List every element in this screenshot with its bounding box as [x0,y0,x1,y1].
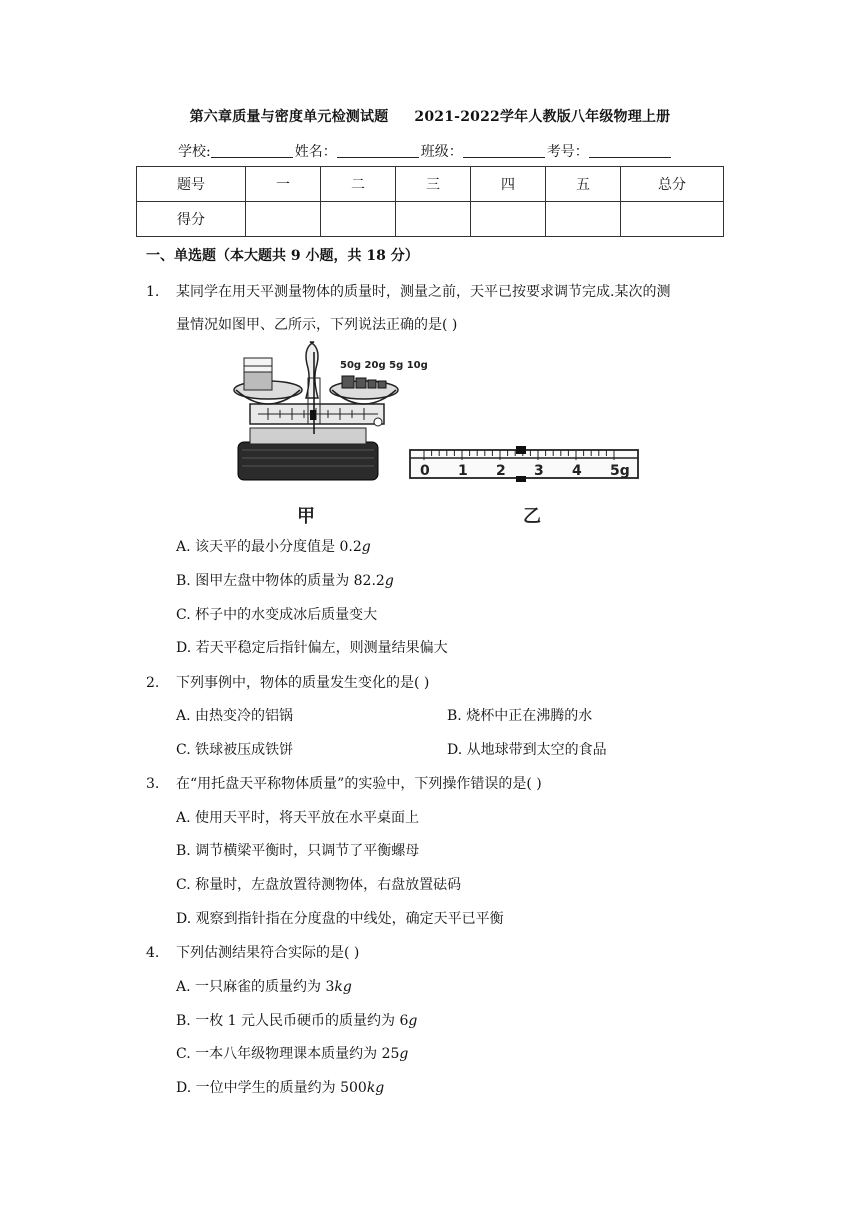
score-cell[interactable] [471,202,546,237]
score-cell[interactable] [546,202,621,237]
option-3b[interactable] [176,840,419,860]
option-2b[interactable] [447,705,592,725]
option-text: 由热变冷的铝锅 [195,708,294,724]
option-1c[interactable] [176,604,377,624]
option-text: 调节横梁平衡时，只调节了平衡螺母 [195,843,420,859]
option-text: 使用天平时，将天平放在水平桌面上 [195,810,420,826]
option-label: B. [176,843,191,859]
exam-no-field[interactable] [589,143,671,158]
question-text: 在“用托盘天平称物体质量”的实验中，下列操作错误的是( ) [176,776,542,792]
school-label: 学校: [178,144,211,160]
option-2a[interactable] [176,705,293,725]
option-3c[interactable] [176,874,461,894]
score-table [136,166,724,237]
scale-tick-label: 3 [534,463,544,479]
option-text: 铁球被压成铁饼 [195,742,294,758]
option-unit: g [361,539,371,555]
title-left: 第六章质量与密度单元检测试题 [189,109,389,125]
option-4c[interactable] [176,1043,408,1063]
option-text: 图甲左盘中物体的质量为 82.2 [195,573,385,589]
option-2d[interactable] [447,739,607,759]
table-header-cell: 一 [246,167,321,202]
option-unit: g [384,573,394,589]
option-text: 若天平稳定后指针偏左，则测量结果偏大 [195,640,448,656]
option-label: C. [176,607,191,623]
option-label: B. [447,708,462,724]
question-number: 1. [146,284,160,300]
option-4b[interactable] [176,1010,417,1030]
question-text-line2: 量情况如图甲、乙所示，下列说法正确的是( ) [176,317,458,333]
balance-beam [250,404,384,426]
option-label: D. [176,1080,192,1096]
right-pan [330,376,398,404]
option-text: 称量时，左盘放置待测物体，右盘放置砝码 [195,877,462,893]
score-table-score-row [137,202,724,237]
option-text: 杯子中的水变成冰后质量变大 [195,607,378,623]
section-title: 一、单选题（本大题共 9 小题，共 18 分） [146,248,419,264]
scale-tick-label: 5g [610,463,630,479]
question-text: 下列估测结果符合实际的是( ) [176,945,360,961]
figure-caption-yi: 乙 [523,506,541,527]
student-info-line [178,141,673,161]
option-4d[interactable] [176,1077,384,1097]
option-3d[interactable] [176,908,504,928]
class-field[interactable] [463,143,545,158]
option-1b[interactable] [176,570,394,590]
score-cell[interactable] [321,202,396,237]
left-pan [234,358,302,404]
scale-tick-label: 2 [496,463,506,479]
option-unit: kg [334,979,352,995]
option-text: 观察到指针指在分度盘的中线处，确定天平已平衡 [195,911,504,927]
option-2c[interactable] [176,739,293,759]
option-1a[interactable] [176,536,371,556]
scale-tick-label: 0 [420,463,430,479]
option-unit: kg [366,1080,385,1096]
figure-caption-jia: 甲 [297,506,315,527]
option-label: A. [176,539,191,555]
option-text: 一位中学生的质量约为 500 [195,1080,367,1096]
option-3a[interactable] [176,807,419,827]
question-3 [146,773,542,793]
option-unit: g [408,1013,418,1029]
table-header-cell: 五 [546,167,621,202]
question-number: 4. [146,945,160,961]
option-text: 烧杯中正在沸腾的水 [466,708,593,724]
option-unit: g [399,1046,409,1062]
score-cell[interactable] [396,202,471,237]
option-label: D. [176,640,192,656]
table-header-cell: 二 [321,167,396,202]
table-row-label: 得分 [137,202,246,237]
balance-figure [228,338,648,498]
weights-label: 50g 20g 5g 10g [340,360,428,371]
school-field[interactable] [211,143,293,158]
option-label: B. [176,573,191,589]
score-cell[interactable] [246,202,321,237]
question-1 [146,281,670,301]
option-label: C. [176,1046,191,1062]
question-4 [146,942,359,962]
scale-tick-label: 4 [572,463,582,479]
name-field[interactable] [337,143,419,158]
option-label: A. [176,708,191,724]
exam-no-label: 考号： [546,144,589,160]
question-2 [146,672,429,692]
title-right: 2021-2022学年人教版八年级物理上册 [414,109,671,125]
class-label: 班级： [420,144,463,160]
option-text: 一本八年级物理课本质量约为 25 [195,1046,400,1062]
paper-title [0,106,860,126]
table-header-cell: 三 [396,167,471,202]
table-header-cell: 总分 [621,167,724,202]
option-text: 一枚 1 元人民币硬币的质量约为 6 [195,1013,409,1029]
option-4a[interactable] [176,976,352,996]
rider-scale [410,446,638,482]
scale-tick-label: 1 [458,463,468,479]
option-label: D. [447,742,463,758]
option-label: C. [176,742,191,758]
option-text: 一只麻雀的质量约为 3 [195,979,335,995]
question-number: 2. [146,675,160,691]
option-1d[interactable] [176,637,448,657]
balance-base [238,428,378,480]
option-label: D. [176,911,192,927]
name-label: 姓名： [294,144,337,160]
option-label: A. [176,979,191,995]
question-number: 3. [146,776,160,792]
option-label: B. [176,1013,191,1029]
option-text: 从地球带到太空的食品 [466,742,607,758]
question-text: 某同学在用天平测量物体的质量时，测量之前，天平已按要求调节完成.某次的测 [176,284,671,300]
question-text: 下列事例中，物体的质量发生变化的是( ) [176,675,430,691]
table-header-cell: 题号 [137,167,246,202]
option-label: C. [176,877,191,893]
score-table-header-row [137,167,724,202]
score-cell[interactable] [621,202,724,237]
option-text: 该天平的最小分度值是 0.2 [195,539,362,555]
option-label: A. [176,810,191,826]
table-header-cell: 四 [471,167,546,202]
